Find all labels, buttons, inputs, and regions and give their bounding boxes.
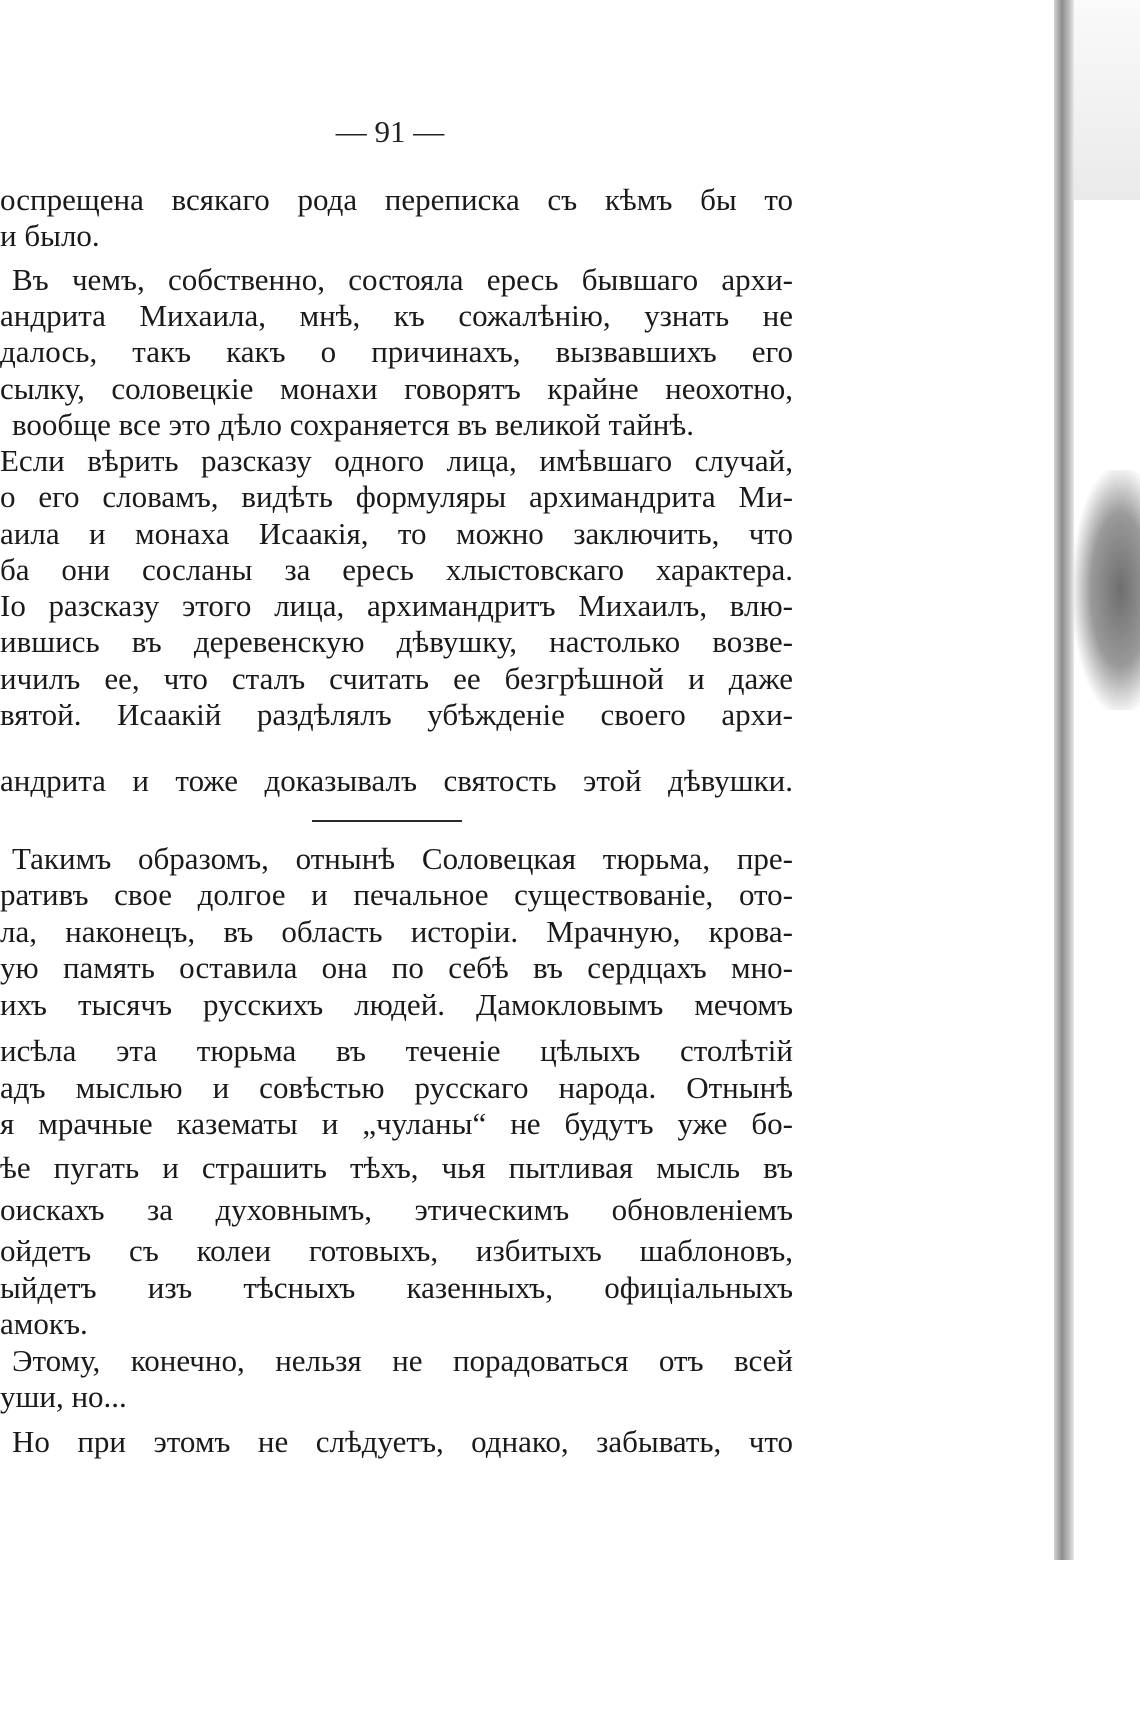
text-line: Въ чемъ, собственно, состояла ересь бывшаго архи- bbox=[12, 262, 793, 297]
text-line: ойдетъ съ колеи готовыхъ, избитыхъ шаблоновъ, bbox=[0, 1233, 793, 1268]
text-line: Но при этомъ не слѣдуетъ, однако, забывать, что bbox=[12, 1424, 793, 1459]
text-line: адъ мыслью и совѣстью русскаго народа. Отнынѣ bbox=[0, 1070, 793, 1105]
text-line: исѣла эта тюрьма въ теченіе цѣлыхъ столѣтій bbox=[0, 1033, 793, 1068]
text-line: вятой. Исаакій раздѣлялъ убѣжденіе своего архи- bbox=[0, 697, 793, 732]
text-line: оискахъ за духовнымъ, этическимъ обновленіемъ bbox=[0, 1192, 793, 1227]
text-line: уши, но... bbox=[0, 1379, 127, 1414]
text-line: аила и монаха Исаакія, то можно заключить, что bbox=[0, 516, 793, 551]
text-line: Іо разсказу этого лица, архимандритъ Михаилъ, влю- bbox=[0, 588, 793, 623]
text-line: ичилъ ее, что сталъ считать ее безгрѣшной и даже bbox=[0, 661, 793, 696]
text-line: ла, наконецъ, въ область исторіи. Мрачную, крова- bbox=[0, 914, 793, 949]
text-line: и было. bbox=[0, 218, 100, 253]
text-line: ыйдетъ изъ тѣсныхъ казенныхъ, офиціальныхъ bbox=[0, 1270, 793, 1305]
text-line: Такимъ образомъ, отнынѣ Соловецкая тюрьма, пре- bbox=[12, 841, 793, 876]
text-line: ративъ свое долгое и печальное существованіе, ото- bbox=[0, 877, 793, 912]
text-line: оспрещена всякаго рода переписка съ кѣмъ бы то bbox=[0, 182, 793, 217]
text-line: ившись въ деревенскую дѣвушку, настолько возве- bbox=[0, 624, 793, 659]
text-line: андрита и тоже доказывалъ святость этой дѣвушки. bbox=[0, 763, 793, 798]
text-line: ую память оставила она по себѣ въ сердцахъ мно- bbox=[0, 950, 793, 985]
text-line: о его словамъ, видѣть формуляры архимандрита Ми- bbox=[0, 479, 793, 514]
text-line: ихъ тысячъ русскихъ людей. Дамокловымъ мечомъ bbox=[0, 987, 793, 1022]
scan-shadow bbox=[1074, 470, 1140, 710]
text-line: сылку, соловецкіе монахи говорятъ крайне неохотно, bbox=[0, 371, 793, 406]
text-line: вообще все это дѣло сохраняется въ великой тайнѣ. bbox=[12, 407, 694, 442]
text-line: ба они сосланы за ересь хлыстовскаго характера. bbox=[0, 552, 793, 587]
text-line: я мрачные казематы и „чуланы“ не будутъ уже бо- bbox=[0, 1106, 793, 1141]
text-line: далось, такъ какъ о причинахъ, вызвавшихъ его bbox=[0, 334, 793, 369]
section-divider bbox=[312, 820, 462, 822]
text-line: Если вѣрить разсказу одного лица, имѣвшаго случай, bbox=[0, 443, 793, 478]
text-line: амокъ. bbox=[0, 1306, 88, 1341]
binding-edge bbox=[1054, 0, 1074, 1560]
text-line: ѣе пугать и страшить тѣхъ, чья пытливая мысль въ bbox=[0, 1150, 793, 1185]
text-line: Этому, конечно, нельзя не порадоваться отъ всей bbox=[12, 1343, 793, 1378]
text-line: андрита Михаила, мнѣ, къ сожалѣнію, узнать не bbox=[0, 298, 793, 333]
page-number: — 91 — bbox=[335, 114, 445, 149]
